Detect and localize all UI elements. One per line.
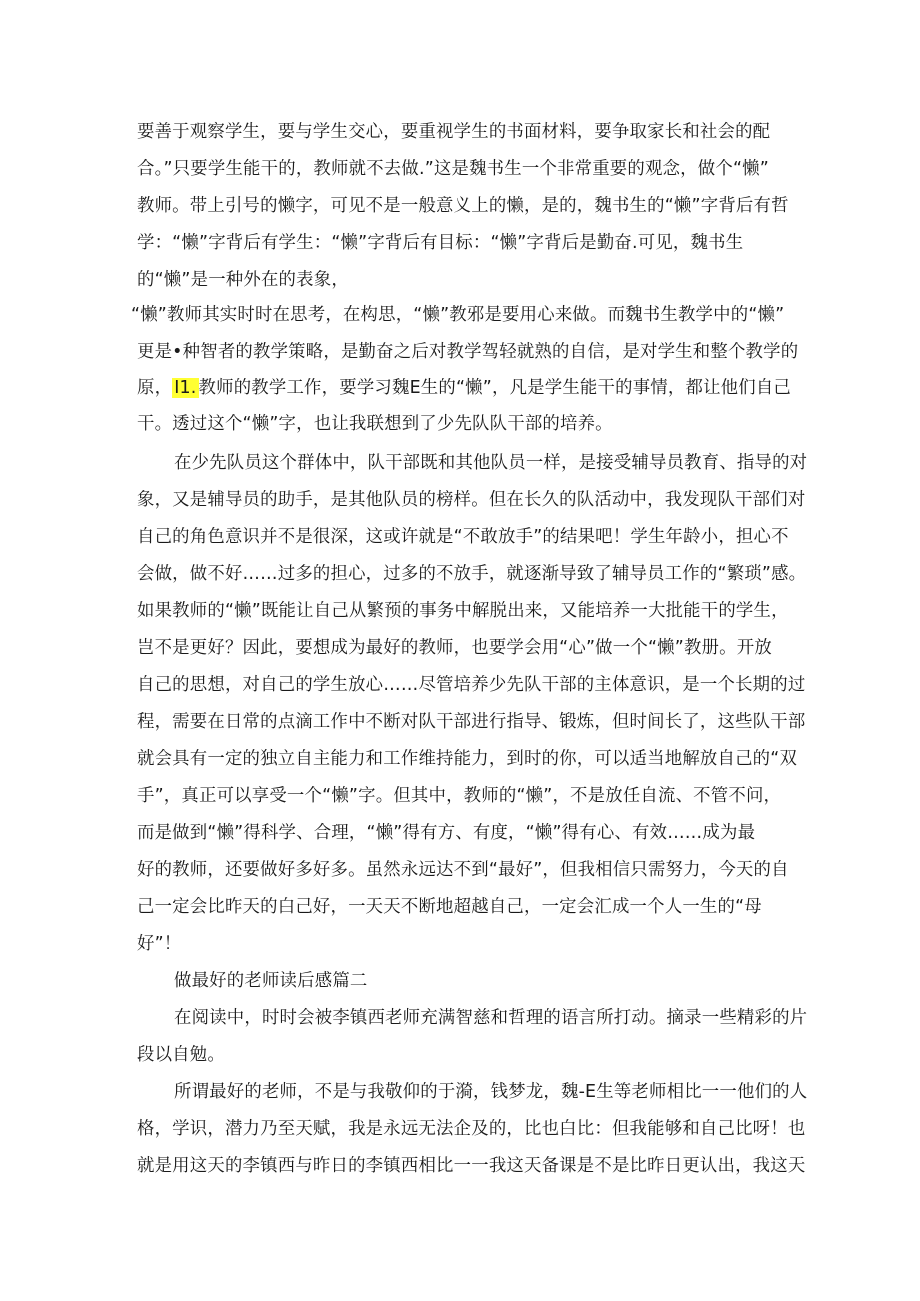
text-line: 而是做到“懒”得科学、合理，“懒”得有方、有度，“懒”得有心、有效……成为最 [137, 823, 756, 843]
text-line: 象，又是辅导员的助手，是其他队员的榜样。但在长久的队活动中，我发现队干部们对 [137, 490, 806, 510]
paragraph-start-line: 在少先队员这个群体中，队干部既和其他队员一样，是接受辅导员教育、指导的对 [174, 453, 808, 473]
text-line: 会做，做不好……过多的担心，过多的不放手，就逐渐导致了辅导员工作的“繁琐”感。 [137, 564, 807, 584]
text-line: 如果教师的“懒”既能让自己从繁预的事务中解脱出来，又能培养一大批能干的学生， [137, 601, 789, 621]
text-line: 格，学识，潜力乃至天赋，我是永远无法企及的，比也白比：但我能够和自己比呀！也 [137, 1119, 806, 1139]
paragraph-start-line: 在阅读中，时时会被李镇西老师充满智慈和哲理的语言所打动。摘录一些精彩的片 [174, 1008, 808, 1028]
text-segment: 原， [137, 378, 173, 398]
text-line: 自己的角色意识并不是很深，这或许就是“不敢放手”的结果吧！学生年龄小，担心不 [137, 527, 789, 547]
text-segment: 教师的教学工作，要学习魏E生的“懒”，凡是学生能干的事情，都让他们自己 [198, 378, 792, 398]
text-line: 更是•种智者的教学策略，是勤奋之后对教学驾轻就熟的自信，是对学生和整个教学的 [137, 342, 799, 362]
text-line: 自己的思想，对自己的学生放心……尽管培养少先队干部的主体意识，是一个长期的过 [137, 675, 806, 695]
text-line: 学：“懒”字背后有学生：“懒”字背后有目标：“懒”字背后是勤奋.可见，魏书生 [137, 233, 744, 253]
text-line: 程，需要在日常的点滴工作中不断对队干部进行指导、锻炼，但时间长了，这些队干部 [137, 712, 806, 732]
text-line: 段以自勉。 [137, 1045, 225, 1065]
text-line: 教师。带上引号的懒字，可见不是一般意义上的懒，是的，魏书生的“懒”字背后有哲 [137, 196, 789, 216]
text-line: 好的教师，还要做好多好多。虽然永远达不到“最好”，但我相信只需努力，今天的自 [137, 860, 789, 880]
text-line: 好”！ [137, 934, 182, 954]
text-line: 岂不是更好？因此，要想成为最好的教师，也要学会用“心”做一个“懒”教册。开放 [137, 638, 772, 658]
section-heading: 做最好的老师读后感篇二 [174, 971, 368, 991]
text-line: 干。透过这个“懒”字，也让我联想到了少先队队干部的培养。 [137, 414, 613, 434]
highlighted-text: I1. [174, 378, 197, 398]
text-line: “懒”教师其实时时在思考，在构思，“懒”教邪是要用心来做。而魏书生教学中的“懒” [131, 305, 785, 325]
text-line: 手”，真正可以享受一个“懒”字。但其中，教师的“懒”，不是放任自流、不管不问， [137, 786, 782, 806]
text-line: 要善于观察学生，要与学生交心，要重视学生的书面材料，要争取家长和社会的配 [137, 122, 771, 142]
text-line: 的“懒”是一种外在的表象， [137, 270, 349, 290]
text-line: 就会具有一定的独立自主能力和工作维持能力，到时的你，可以适当地解放自己的“双 [137, 749, 798, 769]
text-line: 合。”只要学生能干的，教师就不去做.”这是魏书生一个非常重要的观念，做个“懒” [137, 159, 769, 179]
text-line [137, 376, 791, 400]
paragraph-start-line: 所谓最好的老师，不是与我敬仰的于漪，钱梦龙，魏-E生等老师相比一一他们的人 [174, 1082, 808, 1102]
text-line: 己一定会比昨天的白己好，一天天不断地超越自己，一定会汇成一个人一生的“母 [137, 897, 762, 917]
text-line: 就是用这天的李镇西与昨日的李镇西相比一一我这天备课是不是比昨日更认出，我这天 [137, 1156, 806, 1176]
